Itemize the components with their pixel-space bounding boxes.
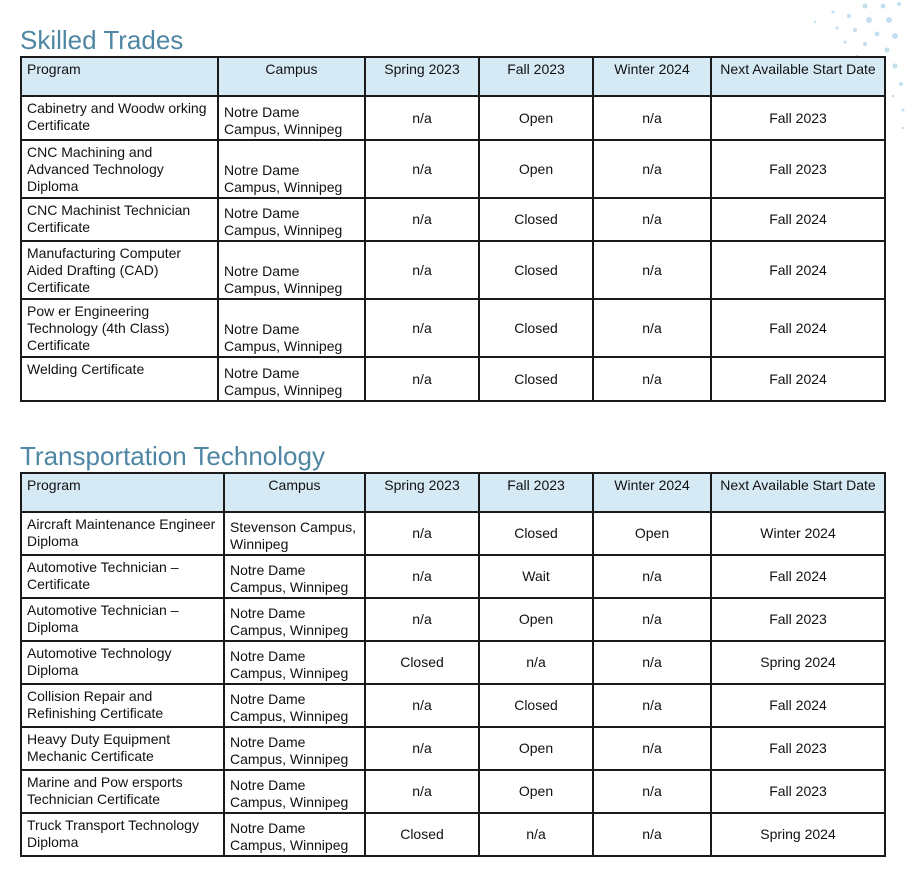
program-cell: Aircraft Maintenance Engineer Diploma <box>21 512 224 555</box>
winter-2024-cell: Open <box>593 512 711 555</box>
campus-cell: Notre Dame Campus, Winnipeg <box>218 140 365 198</box>
campus-cell: Notre Dame Campus, Winnipeg <box>224 770 365 813</box>
campus-cell: Notre Dame Campus, Winnipeg <box>218 357 365 401</box>
fall-2023-cell: n/a <box>479 813 593 856</box>
winter-2024-cell: n/a <box>593 813 711 856</box>
table-row <box>21 140 885 198</box>
header-spring-2023: Spring 2023 <box>365 473 479 512</box>
fall-2023-cell: Closed <box>479 198 593 241</box>
next-start-cell: Fall 2023 <box>711 140 885 198</box>
winter-2024-cell: n/a <box>593 96 711 140</box>
fall-2023-cell: Open <box>479 770 593 813</box>
fall-2023-cell: Wait <box>479 555 593 598</box>
header-next-start: Next Available Start Date <box>711 57 885 96</box>
campus-cell: Stevenson Campus, Winnipeg <box>224 512 365 555</box>
table-row <box>21 684 885 727</box>
campus-cell: Notre Dame Campus, Winnipeg <box>224 727 365 770</box>
spring-2023-cell: n/a <box>365 299 479 357</box>
spring-2023-cell: Closed <box>365 813 479 856</box>
spring-2023-cell: n/a <box>365 512 479 555</box>
spring-2023-cell: n/a <box>365 96 479 140</box>
next-start-cell: Spring 2024 <box>711 813 885 856</box>
winter-2024-cell: n/a <box>593 140 711 198</box>
winter-2024-cell: n/a <box>593 641 711 684</box>
header-row <box>21 473 885 512</box>
campus-cell: Notre Dame Campus, Winnipeg <box>224 813 365 856</box>
campus-cell: Notre Dame Campus, Winnipeg <box>224 555 365 598</box>
campus-cell: Notre Dame Campus, Winnipeg <box>218 198 365 241</box>
next-start-cell: Fall 2024 <box>711 357 885 401</box>
winter-2024-cell: n/a <box>593 684 711 727</box>
winter-2024-cell: n/a <box>593 598 711 641</box>
program-cell: Cabinetry and Woodw orking Certificate <box>21 96 218 140</box>
spring-2023-cell: n/a <box>365 140 479 198</box>
program-cell: Truck Transport Technology Diploma <box>21 813 224 856</box>
next-start-cell: Fall 2024 <box>711 198 885 241</box>
campus-cell: Notre Dame Campus, Winnipeg <box>224 684 365 727</box>
table-row <box>21 241 885 299</box>
next-start-cell: Fall 2023 <box>711 598 885 641</box>
fall-2023-cell: Closed <box>479 512 593 555</box>
program-cell: CNC Machinist Technician Certificate <box>21 198 218 241</box>
campus-cell: Notre Dame Campus, Winnipeg <box>224 641 365 684</box>
transportation-technology-section <box>20 441 886 857</box>
winter-2024-cell: n/a <box>593 241 711 299</box>
next-start-cell: Fall 2024 <box>711 555 885 598</box>
fall-2023-cell: Open <box>479 727 593 770</box>
program-cell: Automotive Technician – Diploma <box>21 598 224 641</box>
skilled-trades-table <box>20 56 886 402</box>
next-start-cell: Fall 2023 <box>711 96 885 140</box>
header-campus: Campus <box>218 57 365 96</box>
campus-cell: Notre Dame Campus, Winnipeg <box>218 96 365 140</box>
spring-2023-cell: n/a <box>365 198 479 241</box>
program-cell: Automotive Technician – Certificate <box>21 555 224 598</box>
next-start-cell: Fall 2023 <box>711 770 885 813</box>
header-program: Program <box>21 57 218 96</box>
spring-2023-cell: n/a <box>365 357 479 401</box>
next-start-cell: Fall 2024 <box>711 684 885 727</box>
fall-2023-cell: Open <box>479 598 593 641</box>
program-cell: Marine and Pow ersports Technician Certificate <box>21 770 224 813</box>
table-row <box>21 198 885 241</box>
skilled-trades-section <box>20 25 886 402</box>
next-start-cell: Spring 2024 <box>711 641 885 684</box>
winter-2024-cell: n/a <box>593 727 711 770</box>
table-row <box>21 813 885 856</box>
header-winter-2024: Winter 2024 <box>593 57 711 96</box>
spring-2023-cell: n/a <box>365 684 479 727</box>
program-cell: Welding Certificate <box>21 357 218 401</box>
table-row <box>21 512 885 555</box>
table-row <box>21 598 885 641</box>
spring-2023-cell: n/a <box>365 727 479 770</box>
header-row <box>21 57 885 96</box>
header-program: Program <box>21 473 224 512</box>
spring-2023-cell: n/a <box>365 555 479 598</box>
program-cell: CNC Machining and Advanced Technology Diploma <box>21 140 218 198</box>
header-spring-2023: Spring 2023 <box>365 57 479 96</box>
fall-2023-cell: Closed <box>479 357 593 401</box>
program-cell: Pow er Engineering Technology (4th Class) Certificate <box>21 299 218 357</box>
spring-2023-cell: n/a <box>365 598 479 641</box>
section-title: Skilled Trades <box>20 25 184 55</box>
transportation-technology-table <box>20 472 886 857</box>
next-start-cell: Winter 2024 <box>711 512 885 555</box>
campus-cell: Notre Dame Campus, Winnipeg <box>218 241 365 299</box>
header-winter-2024: Winter 2024 <box>593 473 711 512</box>
header-campus: Campus <box>224 473 365 512</box>
section-title: Transportation Technology <box>20 441 325 471</box>
fall-2023-cell: Open <box>479 140 593 198</box>
header-fall-2023: Fall 2023 <box>479 473 593 512</box>
program-cell: Heavy Duty Equipment Mechanic Certificate <box>21 727 224 770</box>
fall-2023-cell: Closed <box>479 299 593 357</box>
winter-2024-cell: n/a <box>593 555 711 598</box>
table-row <box>21 770 885 813</box>
next-start-cell: Fall 2023 <box>711 727 885 770</box>
campus-cell: Notre Dame Campus, Winnipeg <box>224 598 365 641</box>
next-start-cell: Fall 2024 <box>711 299 885 357</box>
fall-2023-cell: n/a <box>479 641 593 684</box>
table-row <box>21 727 885 770</box>
winter-2024-cell: n/a <box>593 357 711 401</box>
fall-2023-cell: Open <box>479 96 593 140</box>
program-cell: Collision Repair and Refinishing Certificate <box>21 684 224 727</box>
winter-2024-cell: n/a <box>593 770 711 813</box>
table-row <box>21 299 885 357</box>
winter-2024-cell: n/a <box>593 198 711 241</box>
program-cell: Manufacturing Computer Aided Drafting (CAD) Certificate <box>21 241 218 299</box>
table-row <box>21 641 885 684</box>
fall-2023-cell: Closed <box>479 684 593 727</box>
spring-2023-cell: n/a <box>365 770 479 813</box>
table-row <box>21 555 885 598</box>
header-fall-2023: Fall 2023 <box>479 57 593 96</box>
table-row <box>21 96 885 140</box>
fall-2023-cell: Closed <box>479 241 593 299</box>
campus-cell: Notre Dame Campus, Winnipeg <box>218 299 365 357</box>
header-next-start: Next Available Start Date <box>711 473 885 512</box>
spring-2023-cell: Closed <box>365 641 479 684</box>
winter-2024-cell: n/a <box>593 299 711 357</box>
program-cell: Automotive Technology Diploma <box>21 641 224 684</box>
next-start-cell: Fall 2024 <box>711 241 885 299</box>
spring-2023-cell: n/a <box>365 241 479 299</box>
table-row <box>21 357 885 401</box>
